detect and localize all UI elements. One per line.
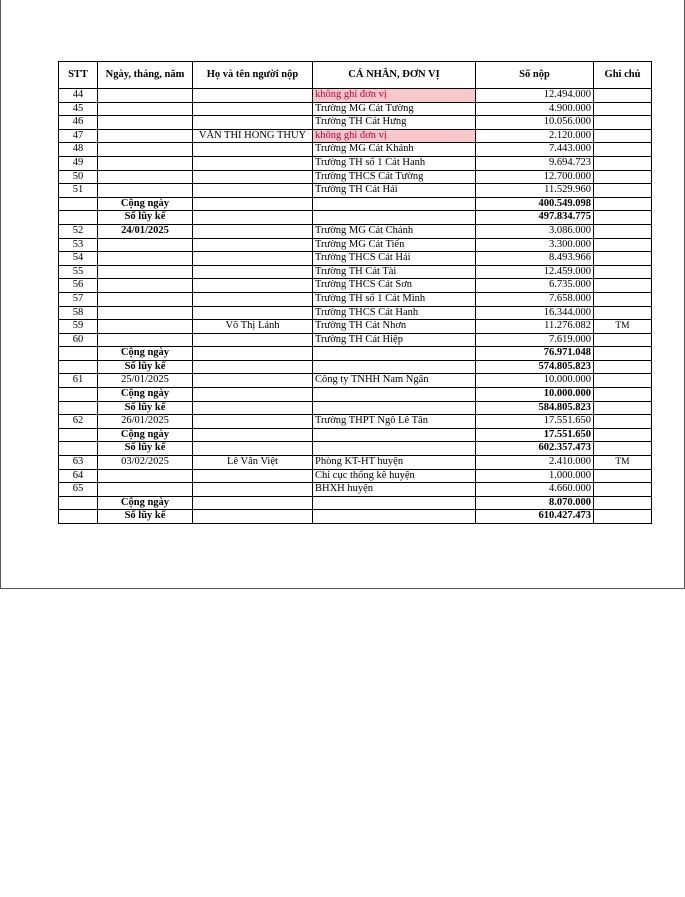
cell-unit: Trường MG Cát Tường: [313, 102, 476, 116]
cell-date: [98, 469, 193, 483]
cell-date: 26/01/2025: [98, 415, 193, 429]
cell-note: [594, 129, 652, 143]
cell-date: [98, 184, 193, 198]
cell-amount: 3.300.000: [476, 238, 594, 252]
cell-stt: 59: [59, 320, 98, 334]
cell-note: [594, 401, 652, 415]
cell-payer: [193, 211, 313, 225]
cell-amount: 602.357.473: [476, 442, 594, 456]
cell-amount: 7.658.000: [476, 292, 594, 306]
cell-unit: Trường TH Cát Hưng: [313, 116, 476, 130]
cell-date: Cộng ngày: [98, 388, 193, 402]
cell-stt: 65: [59, 483, 98, 497]
cell-date: [98, 265, 193, 279]
table-row: [59, 469, 652, 483]
cell-unit: [313, 360, 476, 374]
cell-payer: [193, 143, 313, 157]
table-row: [59, 116, 652, 130]
cell-note: [594, 415, 652, 429]
cell-amount: 574.805.823: [476, 360, 594, 374]
cell-stt: 53: [59, 238, 98, 252]
cell-stt: 48: [59, 143, 98, 157]
cell-amount: 4.660.000: [476, 483, 594, 497]
table-row: [59, 483, 652, 497]
table-row: [59, 374, 652, 388]
cell-stt: 50: [59, 170, 98, 184]
cell-date: Số lũy kế: [98, 510, 193, 524]
cell-date: [98, 292, 193, 306]
cell-stt: 57: [59, 292, 98, 306]
cell-note: [594, 428, 652, 442]
cell-stt: 61: [59, 374, 98, 388]
cell-date: [98, 483, 193, 497]
cell-note: [594, 374, 652, 388]
cell-note: [594, 347, 652, 361]
cell-payer: [193, 401, 313, 415]
table-row: [59, 292, 652, 306]
cell-unit: [313, 496, 476, 510]
cell-unit: [313, 428, 476, 442]
cell-stt: 51: [59, 184, 98, 198]
table-row: [59, 456, 652, 470]
cell-date: Cộng ngày: [98, 496, 193, 510]
cell-unit: [313, 510, 476, 524]
cell-note: [594, 170, 652, 184]
cell-payer: [193, 224, 313, 238]
cell-note: [594, 116, 652, 130]
summary-row: [59, 360, 652, 374]
cell-payer: [193, 102, 313, 116]
cell-note: [594, 197, 652, 211]
cell-amount: 11.529.960: [476, 184, 594, 198]
summary-row: [59, 211, 652, 225]
header-payer: Họ và tên người nộp: [193, 62, 313, 89]
cell-date: Cộng ngày: [98, 197, 193, 211]
cell-amount: 12.700.000: [476, 170, 594, 184]
cell-stt: [59, 496, 98, 510]
table-row: [59, 170, 652, 184]
cell-date: 25/01/2025: [98, 374, 193, 388]
cell-date: Cộng ngày: [98, 347, 193, 361]
cell-stt: [59, 197, 98, 211]
cell-note: [594, 483, 652, 497]
cell-payer: [193, 197, 313, 211]
cell-unit: [313, 388, 476, 402]
cell-date: Số lũy kế: [98, 211, 193, 225]
cell-note: [594, 238, 652, 252]
table-row: [59, 252, 652, 266]
cell-note: [594, 211, 652, 225]
donation-ledger-table: [58, 61, 652, 524]
cell-stt: 63: [59, 456, 98, 470]
table-row: [59, 102, 652, 116]
cell-payer: [193, 374, 313, 388]
cell-note: [594, 184, 652, 198]
cell-payer: [193, 279, 313, 293]
header-stt: STT: [59, 62, 98, 89]
cell-amount: 17.551.650: [476, 415, 594, 429]
cell-stt: [59, 211, 98, 225]
cell-payer: [193, 428, 313, 442]
cell-payer: [193, 265, 313, 279]
cell-date: [98, 102, 193, 116]
cell-unit: BHXH huyện: [313, 483, 476, 497]
table-row: [59, 89, 652, 103]
cell-note: [594, 306, 652, 320]
cell-date: [98, 156, 193, 170]
cell-amount: 2.120.000: [476, 129, 594, 143]
cell-stt: [59, 347, 98, 361]
cell-note: TM: [594, 320, 652, 334]
cell-payer: [193, 347, 313, 361]
cell-unit: [313, 442, 476, 456]
cell-unit: Trường MG Cát Tiến: [313, 238, 476, 252]
table-row: [59, 415, 652, 429]
cell-date: [98, 306, 193, 320]
cell-note: [594, 469, 652, 483]
cell-payer: [193, 252, 313, 266]
cell-stt: 64: [59, 469, 98, 483]
cell-stt: 52: [59, 224, 98, 238]
cell-amount: 3.086.000: [476, 224, 594, 238]
cell-note: [594, 442, 652, 456]
cell-stt: 58: [59, 306, 98, 320]
cell-payer: [193, 469, 313, 483]
cell-unit: Trường TH Cát Tài: [313, 265, 476, 279]
cell-date: Số lũy kế: [98, 442, 193, 456]
cell-note: [594, 252, 652, 266]
cell-amount: 12.459.000: [476, 265, 594, 279]
cell-unit: Trường TH Cát Nhơn: [313, 320, 476, 334]
summary-row: [59, 442, 652, 456]
cell-date: [98, 116, 193, 130]
cell-amount: 7.619.000: [476, 333, 594, 347]
table-row: [59, 279, 652, 293]
table-row: [59, 143, 652, 157]
table-body: [59, 89, 652, 524]
summary-row: [59, 388, 652, 402]
header-note: Ghi chú: [594, 62, 652, 89]
cell-note: [594, 510, 652, 524]
cell-date: Cộng ngày: [98, 428, 193, 442]
cell-stt: [59, 401, 98, 415]
cell-note: [594, 265, 652, 279]
cell-note: [594, 102, 652, 116]
cell-unit: Trường MG Cát Khánh: [313, 143, 476, 157]
cell-unit: Trường THCS Cát Hanh: [313, 306, 476, 320]
cell-unit: [313, 211, 476, 225]
cell-unit: Trường TH số 1 Cát Minh: [313, 292, 476, 306]
cell-amount: 4.900.000: [476, 102, 594, 116]
cell-amount: 6.735.000: [476, 279, 594, 293]
cell-unit: Trường THCS Cát Tường: [313, 170, 476, 184]
cell-note: [594, 143, 652, 157]
table-row: [59, 333, 652, 347]
cell-unit: Trường MG Cát Chánh: [313, 224, 476, 238]
cell-unit: Trường THCS Cát Hải: [313, 252, 476, 266]
cell-amount: 17.551.650: [476, 428, 594, 442]
cell-unit: Công ty TNHH Nam Ngân: [313, 374, 476, 388]
cell-payer: [193, 116, 313, 130]
cell-amount: 497.834.775: [476, 211, 594, 225]
cell-amount: 9.694.723: [476, 156, 594, 170]
cell-payer: Võ Thị Lánh: [193, 320, 313, 334]
cell-note: [594, 388, 652, 402]
header-amount: Số nộp: [476, 62, 594, 89]
cell-stt: 44: [59, 89, 98, 103]
cell-note: [594, 89, 652, 103]
cell-date: [98, 333, 193, 347]
cell-unit: Phòng KT-HT huyện: [313, 456, 476, 470]
cell-payer: [193, 510, 313, 524]
cell-stt: 55: [59, 265, 98, 279]
cell-unit: Trường THPT Ngô Lê Tân: [313, 415, 476, 429]
cell-payer: [193, 415, 313, 429]
cell-unit: Chi cục thống kê huyện: [313, 469, 476, 483]
cell-payer: VĂN THI HONG THUY: [193, 129, 313, 143]
cell-amount: 10.000.000: [476, 388, 594, 402]
cell-amount: 7.443.000: [476, 143, 594, 157]
cell-amount: 76.971.048: [476, 347, 594, 361]
cell-date: [98, 143, 193, 157]
cell-amount: 610.427.473: [476, 510, 594, 524]
table-row: [59, 320, 652, 334]
cell-stt: [59, 510, 98, 524]
cell-payer: Lê Văn Việt: [193, 456, 313, 470]
cell-payer: [193, 89, 313, 103]
cell-stt: 49: [59, 156, 98, 170]
summary-row: [59, 496, 652, 510]
cell-amount: 400.549.098: [476, 197, 594, 211]
cell-amount: 1.000.000: [476, 469, 594, 483]
cell-payer: [193, 360, 313, 374]
cell-amount: 12.494.000: [476, 89, 594, 103]
cell-stt: 46: [59, 116, 98, 130]
cell-payer: [193, 442, 313, 456]
cell-note: [594, 360, 652, 374]
cell-unit: Trường TH Cát Hải: [313, 184, 476, 198]
header-unit: CÁ NHÂN, ĐƠN VỊ: [313, 62, 476, 89]
cell-stt: [59, 442, 98, 456]
cell-date: [98, 238, 193, 252]
cell-stt: [59, 388, 98, 402]
cell-amount: 11.276.082: [476, 320, 594, 334]
cell-date: [98, 170, 193, 184]
cell-stt: 45: [59, 102, 98, 116]
cell-amount: 584.805.823: [476, 401, 594, 415]
cell-amount: 8.070.000: [476, 496, 594, 510]
cell-date: Số lũy kế: [98, 360, 193, 374]
cell-date: [98, 89, 193, 103]
header-date: Ngày, tháng, năm: [98, 62, 193, 89]
cell-note: [594, 496, 652, 510]
cell-date: [98, 129, 193, 143]
cell-payer: [193, 306, 313, 320]
cell-note: [594, 279, 652, 293]
cell-note: [594, 333, 652, 347]
cell-payer: [193, 184, 313, 198]
cell-unit: [313, 347, 476, 361]
summary-row: [59, 197, 652, 211]
cell-payer: [193, 170, 313, 184]
table-row: [59, 129, 652, 143]
table-row: [59, 306, 652, 320]
cell-payer: [193, 388, 313, 402]
cell-note: [594, 292, 652, 306]
table-row: [59, 238, 652, 252]
cell-date: [98, 252, 193, 266]
cell-date: [98, 320, 193, 334]
summary-row: [59, 401, 652, 415]
table-header-row: [59, 62, 652, 89]
cell-unit: không ghi đơn vị: [313, 89, 476, 103]
summary-row: [59, 428, 652, 442]
cell-unit: [313, 197, 476, 211]
cell-unit: Trường THCS Cát Sơn: [313, 279, 476, 293]
cell-note: [594, 224, 652, 238]
cell-amount: 16.344.000: [476, 306, 594, 320]
cell-stt: 54: [59, 252, 98, 266]
cell-amount: 10.000.000: [476, 374, 594, 388]
summary-row: [59, 347, 652, 361]
cell-date: 03/02/2025: [98, 456, 193, 470]
cell-stt: [59, 428, 98, 442]
cell-amount: 10.056.000: [476, 116, 594, 130]
cell-stt: 47: [59, 129, 98, 143]
cell-note: [594, 156, 652, 170]
cell-date: Số lũy kế: [98, 401, 193, 415]
cell-unit: không ghi đơn vị: [313, 129, 476, 143]
table-row: [59, 156, 652, 170]
cell-amount: 8.493.966: [476, 252, 594, 266]
cell-payer: [193, 333, 313, 347]
cell-payer: [193, 483, 313, 497]
cell-unit: Trường TH số 1 Cát Hanh: [313, 156, 476, 170]
table-row: [59, 184, 652, 198]
cell-note: TM: [594, 456, 652, 470]
cell-unit: [313, 401, 476, 415]
cell-stt: [59, 360, 98, 374]
cell-stt: 56: [59, 279, 98, 293]
cell-payer: [193, 156, 313, 170]
cell-date: [98, 279, 193, 293]
table-row: [59, 224, 652, 238]
cell-payer: [193, 292, 313, 306]
cell-unit: Trường TH Cát Hiệp: [313, 333, 476, 347]
table-row: [59, 265, 652, 279]
cell-stt: 60: [59, 333, 98, 347]
summary-row: [59, 510, 652, 524]
cell-stt: 62: [59, 415, 98, 429]
cell-amount: 2.410.000: [476, 456, 594, 470]
cell-date: 24/01/2025: [98, 224, 193, 238]
cell-payer: [193, 496, 313, 510]
cell-payer: [193, 238, 313, 252]
